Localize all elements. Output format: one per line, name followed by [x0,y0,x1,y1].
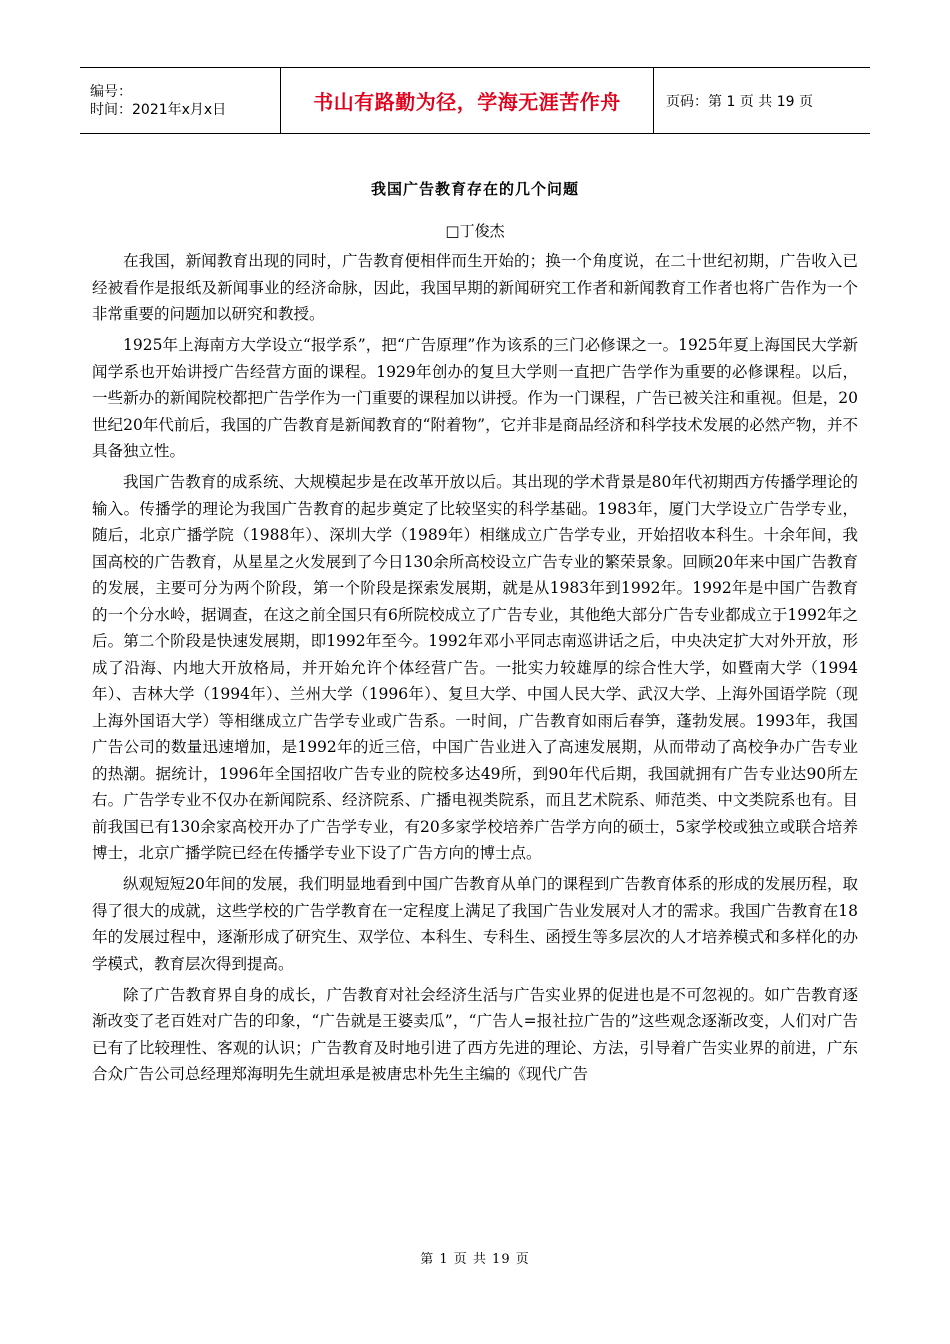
article-title: 我国广告教育存在的几个问题 [370,180,579,198]
page-footer: 第 1 页 共 19 页 [420,1252,530,1267]
paragraph: 在我国，新闻教育出现的同时，广告教育便相伴而生开始的；换一个角度说，在二十世纪初期，广告收入已经被看作是报纸及新闻事业的经济命脉，因此，我国早期的新闻研究工作者和新闻教育工作者也将广告作为一个非常重要的问题加以研究和教授。 [92,252,858,323]
paragraph: 除了广告教育界自身的成长，广告教育对社会经济生活与广告实业界的促进也是不可忽视的。如广告教育逐渐改变了老百姓对广告的印象，“广告就是王婆卖瓜”，“广告人=报社拉广告的”这些观念逐渐改变，人们对广告已有了比较理性、客观的认识；广告教育及时地引进了西方先进的理论、方法，引导着广告实业界的前进，广东合众广告公司总经理郑海明先生就坦承是被唐忠朴先生主编的《现代广告 [92,985,858,1083]
header-page-number: 页码：第 1 页 共 19 页 [666,93,813,110]
paragraph: 我国广告教育的成系统、大规模起步是在改革开放以后。其出现的学术背景是80年代初期西方传播学理论的输入。传播学的理论为我国广告教育的起步奠定了比较坚实的科学基础。1983年，厦门大学设立广告学专业，随后，北京广播学院（1988年）、深圳大学（1989年）相继成立广告学专业，开始招收本科生。十余年间，我国高校的广告教育，从星星之火发展到了今日130余所高校设立广告专业的繁荣景象。回顾20年来中国广告教育的发展，主要可分为两个阶段，第一个阶段是探索发展期，就是从1983年到1992年。1992年是中国广告教育的一个分水岭，据调查，在这之前全国只有6所院校成立了广告专业，其他绝大部分广告专业都成立于1992年之后。第二个阶段是快速发展期，即1992年至今。1992年邓小平同志南巡讲话之后，中央决定扩大对外开放，形成了沿海、内地大开放格局，并开始允许个体经营广告。一批实力较雄厚的综合性大学，如暨南大学（1994年）、吉林大学（1994年）、兰州大学（1996年）、复旦大学、中国人民大学、武汉大学、上海外国语学院（现上海外国语大学）等相继成立广告学专业或广告系。一时间，广告教育如雨后春笋，蓬勃发展。1993年，我国广告公司的数量迅速增加，是1992年的近三倍，中国广告业进入了高速发展期，从而带动了高校争办广告专业的热潮。据统计，1996年全国招收广告专业的院校多达49所，到90年代后期，我国就拥有广告专业达90所左右。广告学专业不仅办在新闻院系、经济院系、广播电视类院系，而且艺术院系、师范类、中文类院系也有。目前我国已有130余家高校开办了广告学专业，有20多家学校培养广告学方向的硕士，5家学校或独立或联合培养博士，北京广播学院已经在传播学专业下设了广告方向的博士点。 [92,473,858,862]
header-meta [80,68,280,133]
article-author: □丁俊杰 [445,222,505,240]
document-date-label: 时间：2021年x月x日 [90,101,227,118]
paragraph: 1925年上海南方大学设立“报学系”，把“广告原理”作为该系的三门必修课之一。1925年夏上海国民大学新闻学系也开始讲授广告经营方面的课程。1929年创办的复旦大学则一直把广告学作为重要的必修课程。以后，一些新办的新闻院校都把广告学作为一门重要的课程加以讲授。作为一门课程，广告已被关注和重视。但是，20世纪20年代前后，我国的广告教育是新闻教育的“附着物”，它并非是商品经济和科学技术发展的必然产物，并不具备独立性。 [92,336,858,460]
document-number-label: 编号： [90,83,132,100]
article-body [92,248,858,1092]
page-header [80,67,870,134]
paragraph: 纵观短短20年间的发展，我们明显地看到中国广告教育从单门的课程到广告教育体系的形成的发展历程，取得了很大的成就，这些学校的广告学教育在一定程度上满足了我国广告业发展对人才的需求。我国广告教育在18年的发展过程中，逐渐形成了研究生、双学位、本科生、专科生、函授生等多层次的人才培养模式和多样化的办学模式，教育层次得到提高。 [92,875,858,973]
header-motto: 书山有路勤为径，学海无涯苦作舟 [280,68,654,133]
